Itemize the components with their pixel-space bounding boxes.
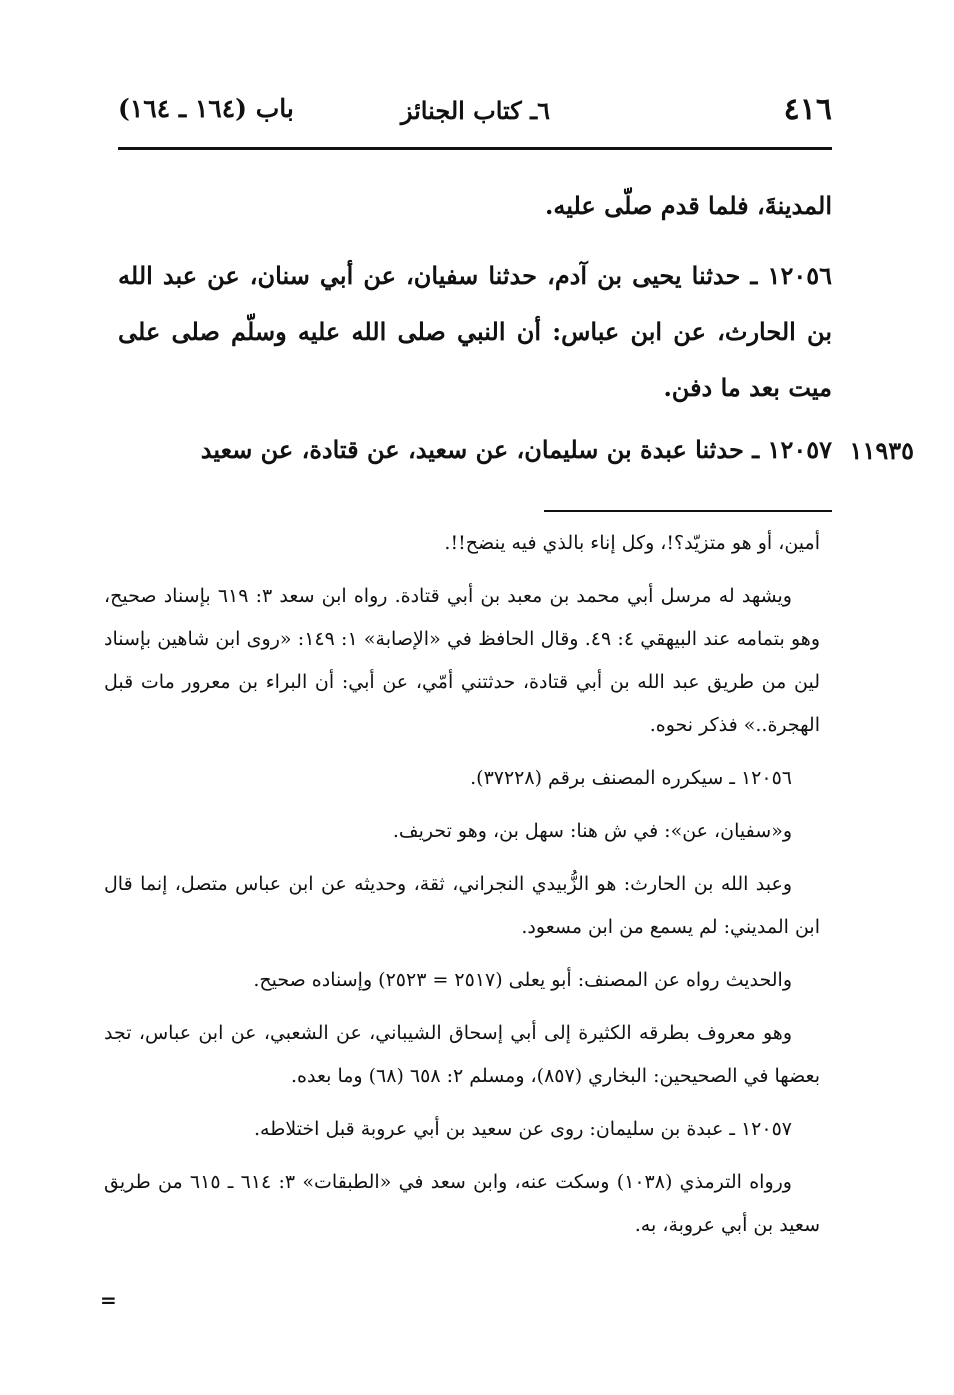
continuation-mark: = <box>100 1288 117 1312</box>
header-rule <box>118 147 832 150</box>
footnote-paragraph: أمين، أو هو متزيّد؟!، وكل إناء بالذي فيه ينضح!!. <box>444 532 820 554</box>
margin-reference-number: ١١٩٣٥ <box>849 436 914 465</box>
page-number: ٤١٦ <box>783 92 832 127</box>
footnote-paragraph: و«سفيان، عن»: في ش هنا: سهل بن، وهو تحريف. <box>392 820 792 842</box>
footnote-paragraph: ١٢٠٥٦ ـ سيكرره المصنف برقم (٣٧٢٢٨). <box>470 767 792 789</box>
footnote-paragraph: ١٢٠٥٧ ـ عبدة بن سليمان: روى عن سعيد بن أبي عروبة قبل اختلاطه. <box>254 1118 792 1140</box>
footnotes-section <box>104 522 820 1257</box>
footnote-paragraph: والحديث رواه عن المصنف: أبو يعلى (٢٥١٧ = ٢٥٢٣) وإسناده صحيح. <box>253 969 792 991</box>
footnote-paragraph: وهو معروف بطرقه الكثيرة إلى أبي إسحاق الشيباني، عن الشعبي، عن ابن عباس، تجد بعضها في الصحيحين: البخاري (٨٥٧)، ومسلم ٢: ٦٥٨ (٦٨) وما بعده. <box>104 1022 820 1087</box>
footnote-paragraph: ويشهد له مرسل أبي محمد بن معبد بن أبي قتادة. رواه ابن سعد ٣: ٦١٩ بإسناد صحيح، وهو بتمامه عند البيهقي ٤: ٤٩. وقال الحافظ في «الإصابة» ١: ١٤٩: «روى ابن شاهين بإسناد لين من طريق عبد الله بن أبي قتادة، حدثتني أمّي، عن أبي: أن البراء بن معرور مات قبل الهجرة..» فذكر نحوه. <box>104 585 820 736</box>
book-title: ٦ـ كتاب الجنائز <box>400 96 550 125</box>
footnote-paragraph: وعبد الله بن الحارث: هو الزُّبيدي النجراني، ثقة، وحديثه عن ابن عباس متصل، إنما قال ابن المديني: لم يسمع من ابن مسعود. <box>104 873 820 938</box>
hadith-12056: ١٢٠٥٦ ـ حدثنا يحيى بن آدم، حدثنا سفيان، عن أبي سنان، عن عبد الله بن الحارث، عن ابن عباس: أن النبي صلى الله عليه وسلّم صلى على ميت بعد ما دفن. <box>118 261 832 402</box>
footnote-paragraph: ورواه الترمذي (١٠٣٨) وسكت عنه، وابن سعد في «الطبقات» ٣: ٦١٤ ـ ٦١٥ من طريق سعيد بن أبي عروبة، به. <box>104 1171 820 1236</box>
page-header <box>118 92 832 132</box>
continuation-text: المدينةَ، فلما قدم صلّى عليه. <box>544 191 832 220</box>
footnote-separator <box>544 510 832 512</box>
chapter-title: باب (١٦٤ ـ ١٦٤) <box>118 94 294 123</box>
hadith-12057: ١٢٠٥٧ ـ حدثنا عبدة بن سليمان، عن سعيد، عن قتادة، عن سعيد <box>200 435 832 464</box>
